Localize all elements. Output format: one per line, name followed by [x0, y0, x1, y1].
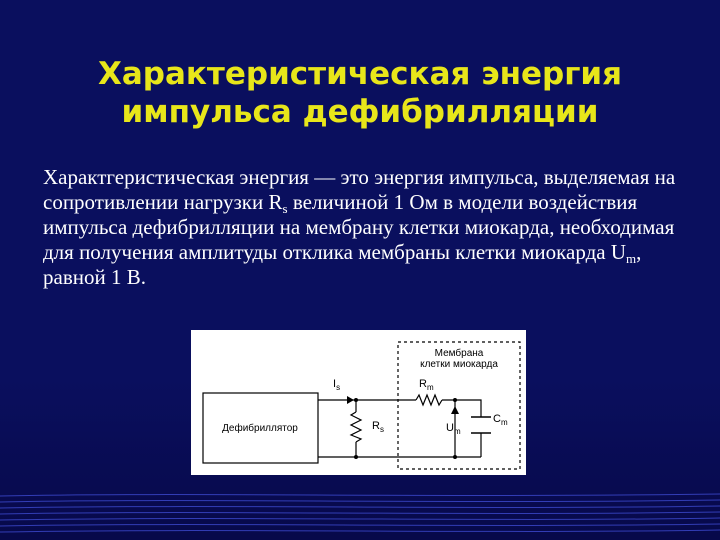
- subscript-s: s: [282, 201, 288, 216]
- current-label: $I_s$: [333, 378, 341, 392]
- um-arrow: [451, 406, 459, 414]
- paragraph-part-3: , равной 1 В.: [43, 240, 642, 289]
- cm-label: $C_m$: [493, 413, 508, 427]
- title-line-2: импульса дефибрилляции: [121, 94, 599, 130]
- membrane-label-line1: Мембрана: [434, 348, 484, 359]
- rs-label: $R_s$: [372, 420, 384, 434]
- resistor-rs: [351, 412, 361, 442]
- current-arrow: [347, 396, 354, 404]
- subscript-m: m: [626, 251, 637, 266]
- paragraph-part-1: Характгеристическая энергия — это энергия импульса, выделяемая на сопротивлении нагрузки R: [43, 165, 676, 214]
- rm-label: $R_m$: [419, 378, 434, 392]
- slide-title: [0, 55, 720, 131]
- resistor-rm: [416, 395, 442, 405]
- membrane-label-line2: клетки миокарда: [420, 359, 498, 370]
- defibrillator-label: Дефибриллятор: [222, 423, 298, 434]
- definition-paragraph: [43, 165, 703, 290]
- um-label: $U_m$: [446, 422, 461, 436]
- junction-dots: [354, 398, 457, 459]
- circuit-diagram: [191, 330, 526, 475]
- title-line-1: Характеристическая энергия: [97, 56, 623, 92]
- paragraph-part-2: величиной 1 Ом в модели воздействия импульса дефибрилляции на мембрану клетки миокарда, необходимая для получения амплитуды отклика мембраны клетки миокарда U: [43, 190, 675, 264]
- capacitor-cm: [471, 417, 491, 433]
- decorative-lines: [0, 488, 720, 540]
